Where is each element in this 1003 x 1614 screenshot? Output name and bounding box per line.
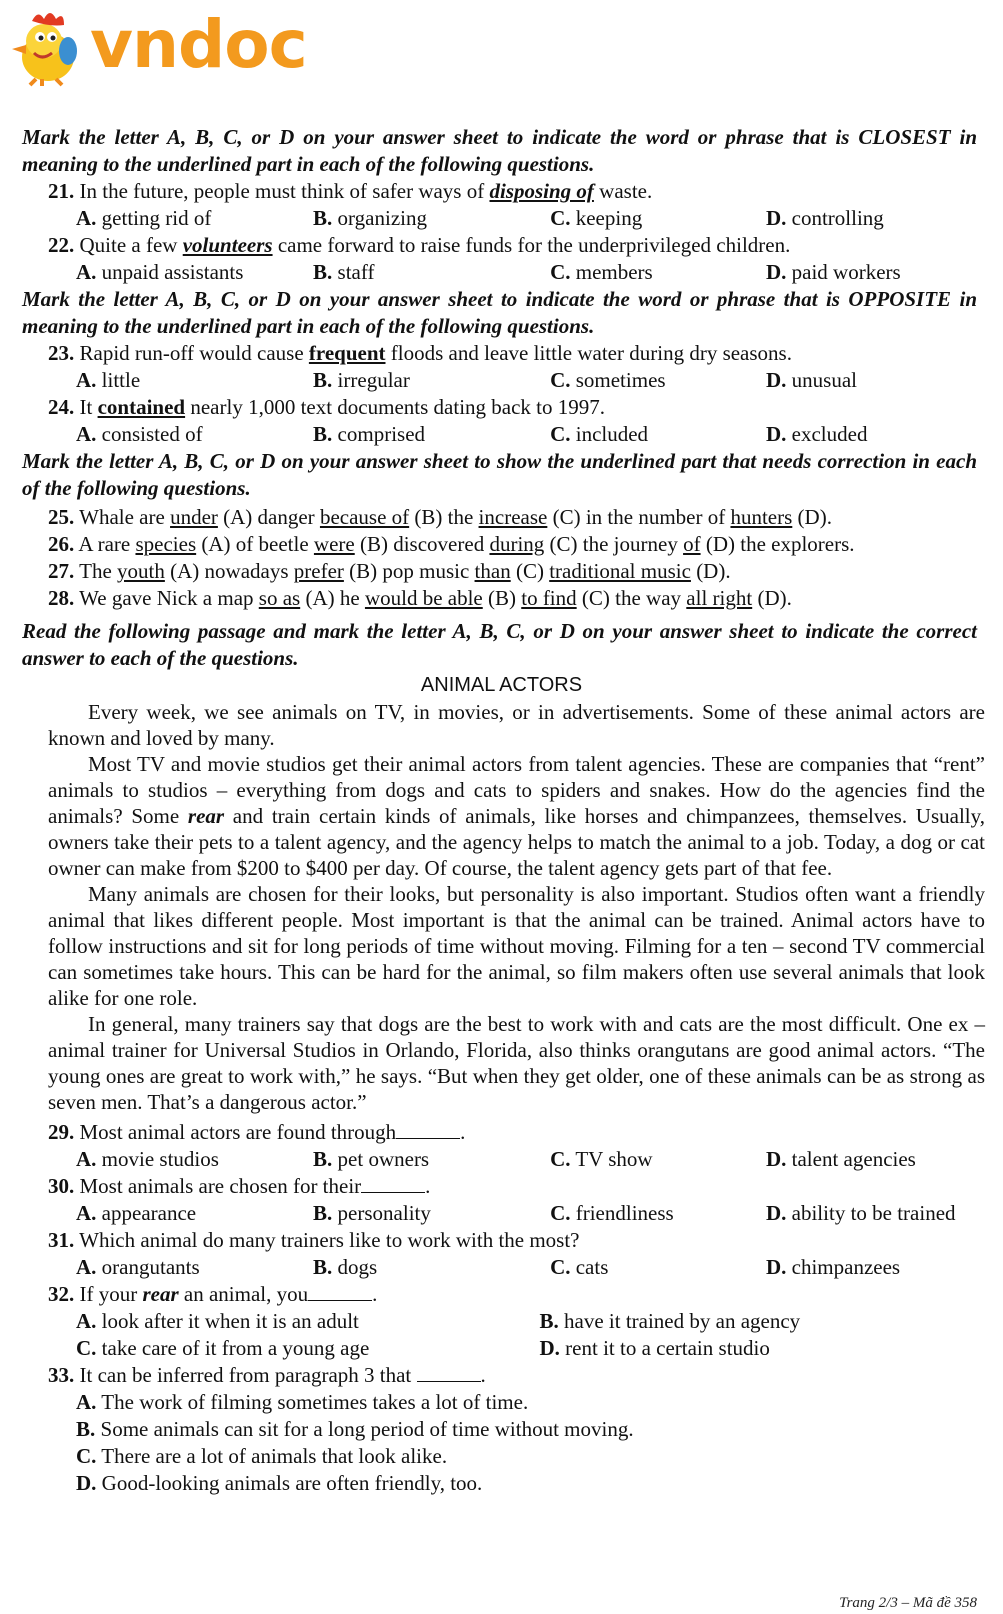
option-b[interactable]: B. organizing [313,206,427,230]
option-c[interactable]: C. members [550,260,653,284]
answer-blank [396,1120,460,1139]
option-b[interactable]: B. pet owners [313,1147,430,1171]
question-32: 32. If your rear an animal, you . [48,1282,378,1306]
option-a[interactable]: A. orangutants [76,1255,200,1279]
passage-paragraph-3: Many animals are chosen for their looks, but personality is also important. Studios often want a friendly animal that likes different people. Most important is that the animal can be trained. Animal actors have to follow instructions and sit for long periods of time without moving. Filming for a ten – second TV commercial can sometimes take hours. This can be hard for the animal, so film makers often use several animals that look alike for one role. [48,882,985,1010]
option-a[interactable]: A. unpaid assistants [76,260,244,284]
question-30: 30. Most animals are chosen for their . [48,1174,431,1198]
option-c[interactable]: C. keeping [550,206,643,230]
option-d[interactable]: D. Good-looking animals are often friendly, too. [76,1471,483,1495]
question-27: 27. The youth (A) nowadays prefer (B) pop music than (C) traditional music (D). [48,559,731,583]
question-33: 33. It can be inferred from paragraph 3 that . [48,1363,486,1387]
option-b[interactable]: B. irregular [313,368,410,392]
option-d[interactable]: D. paid workers [765,260,901,284]
option-a[interactable]: A. appearance [76,1201,197,1225]
option-b[interactable]: B. comprised [313,422,426,446]
section4-instruction: Read the following passage and mark the letter A, B, C, or D on your answer sheet to indicate the correct answer to each of the questions. [22,619,977,670]
answer-blank [308,1282,372,1301]
passage-paragraph-4: In general, many trainers say that dogs are the best to work with and cats are the most difficult. One ex – animal trainer for Universal Studios in Orlando, Florida, also thinks orangutans are good animal actors. “The young ones are great to work with,” he says. “But when they get older, one of these animals can be as strong as seven men. That’s a dangerous actor.” [48,1012,985,1114]
rooster-mascot-icon [8,7,86,87]
question-21: 21. In the future, people must think of safer ways of disposing of waste. [48,179,653,203]
question-24: 24. It contained nearly 1,000 text documents dating back to 1997. [48,395,606,419]
option-c[interactable]: C. There are a lot of animals that look alike. [76,1444,448,1468]
option-d[interactable]: D. chimpanzees [765,1255,901,1279]
option-a[interactable]: A. The work of filming sometimes takes a lot of time. [76,1390,529,1414]
option-a[interactable]: A. getting rid of [76,206,212,230]
option-c[interactable]: C. cats [550,1255,609,1279]
option-c[interactable]: C. sometimes [550,368,666,392]
answer-blank [417,1363,481,1382]
option-a[interactable]: A. movie studios [76,1147,219,1171]
question-21-options [76,205,1003,232]
option-a[interactable]: A. look after it when it is an adult [76,1309,359,1333]
option-c[interactable]: C. TV show [550,1147,653,1171]
exam-page [0,124,1003,1497]
question-31: 31. Which animal do many trainers like to work with the most? [48,1228,580,1252]
passage-title: ANIMAL ACTORS [420,674,583,696]
option-d[interactable]: D. talent agencies [765,1147,916,1171]
question-24-options [76,421,1003,448]
option-a[interactable]: A. consisted of [76,422,203,446]
option-d[interactable]: D. controlling [765,206,884,230]
question-28: 28. We gave Nick a map so as (A) he would be able (B) to find (C) the way all right (D). [48,586,792,610]
section3-instruction: Mark the letter A, B, C, or D on your answer sheet to show the underlined part that needs correction in each of the following questions. [22,449,977,500]
question-26: 26. A rare species (A) of beetle were (B) discovered during (C) the journey of (D) the explorers. [48,532,855,556]
option-d[interactable]: D. unusual [765,368,857,392]
option-b[interactable]: B. Some animals can sit for a long period of time without moving. [76,1417,634,1441]
option-b[interactable]: B. staff [313,260,375,284]
question-23-options [76,367,1003,394]
option-a[interactable]: A. little [76,368,141,392]
question-22: 22. Quite a few volunteers came forward to raise funds for the underprivileged children. [48,233,791,257]
question-25: 25. Whale are under (A) danger because of (B) the increase (C) in the number of hunters (D). [48,505,832,529]
question-23: 23. Rapid run-off would cause frequent floods and leave little water during dry seasons. [48,341,792,365]
question-22-options [76,259,1003,286]
option-d[interactable]: D. ability to be trained [765,1201,956,1225]
option-d[interactable]: D. excluded [765,422,868,446]
passage-paragraph-2: Most TV and movie studios get their animal actors from talent agencies. These are companies that “rent” animals to studios – everything from dogs and cats to spiders and snakes. How do the agencies find the animals? Some rear and train certain kinds of animals, like horses and chimpanzees, themselves. Usually, owners take their pets to a talent agency, and the agency helps to match the animal to a job. Today, a dog or cat owner can make from $200 to $400 per day. Of course, the talent agency gets part of that fee. [48,752,986,880]
page-footer: Trang 2/3 – Mã đề 358 [839,1595,977,1611]
answer-blank [361,1174,425,1193]
question-29: 29. Most animal actors are found through . [48,1120,466,1144]
section1-instruction: Mark the letter A, B, C, or D on your answer sheet to indicate the word or phrase that is CLOSEST in meaning to the underlined part in each of the following questions. [22,125,977,176]
passage-paragraph-1: Every week, we see animals on TV, in movies, or in advertisements. Some of these animal actors are known and loved by many. [48,700,985,750]
option-c[interactable]: C. friendliness [550,1201,674,1225]
option-c[interactable]: C. take care of it from a young age [76,1336,370,1360]
question-32-options-row1 [76,1308,1003,1335]
vndoc-logo[interactable] [8,6,307,88]
question-32-options-row2 [76,1335,1003,1362]
logo-wordmark: vndoc [90,5,307,83]
section2-instruction: Mark the letter A, B, C, or D on your answer sheet to indicate the word or phrase that is OPPOSITE in meaning to the underlined part in each of the following questions. [22,287,977,338]
option-d[interactable]: D. rent it to a certain studio [539,1336,770,1360]
option-c[interactable]: C. included [550,422,649,446]
option-b[interactable]: B. personality [313,1201,431,1225]
option-b[interactable]: B. have it trained by an agency [539,1309,801,1333]
question-30-options [76,1200,1003,1227]
option-b[interactable]: B. dogs [313,1255,378,1279]
question-29-options [76,1146,1003,1173]
question-31-options [76,1254,1003,1281]
